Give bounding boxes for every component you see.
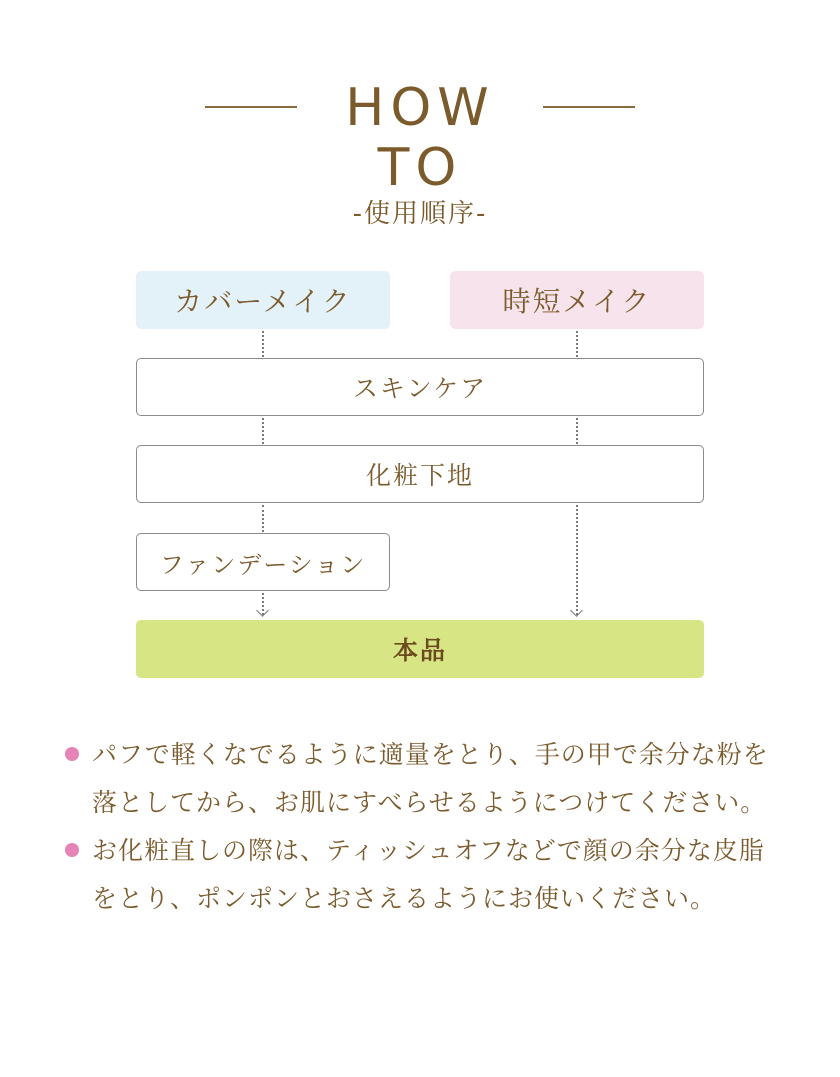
bullet-icon bbox=[65, 843, 79, 857]
product-step-label: 本品 bbox=[392, 636, 447, 665]
product-step-box bbox=[136, 620, 704, 678]
connector-right-3 bbox=[576, 505, 578, 615]
page-subtitle: -使用順序- bbox=[352, 199, 488, 229]
cover-makeup-box bbox=[136, 271, 390, 329]
skincare-step-label: スキンケア bbox=[352, 374, 488, 403]
connector-left-2 bbox=[262, 418, 264, 444]
title-rule-right bbox=[543, 106, 635, 108]
foundation-step-label: ファンデーション bbox=[159, 550, 367, 579]
connector-left-1 bbox=[262, 331, 264, 357]
usage-note-2-line1: お化粧直しの際は、ティッシュオフなどで顔の余分な皮脂 bbox=[92, 836, 765, 865]
usage-note-1 bbox=[92, 731, 802, 827]
primer-step-label: 化粧下地 bbox=[365, 461, 474, 490]
usage-note-2-line2: をとり、ポンポンとおさえるようにお使いください。 bbox=[92, 884, 717, 913]
quick-makeup-label: 時短メイク bbox=[502, 285, 652, 318]
quick-makeup-box bbox=[450, 271, 704, 329]
cover-makeup-label: カバーメイク bbox=[174, 285, 352, 318]
connector-left-3 bbox=[262, 505, 264, 532]
usage-note-2 bbox=[92, 827, 802, 923]
title-rule-left bbox=[205, 106, 297, 108]
connector-right-1 bbox=[576, 331, 578, 357]
connector-right-2 bbox=[576, 418, 578, 444]
bullet-icon bbox=[65, 747, 79, 761]
skincare-step-box bbox=[136, 358, 704, 416]
foundation-step-box bbox=[136, 533, 390, 591]
arrow-down-icon bbox=[570, 604, 583, 617]
page-title: HOW TO bbox=[345, 78, 495, 198]
usage-note-1-line2: 落としてから、お肌にすべらせるようにつけてください。 bbox=[92, 788, 767, 817]
primer-step-box bbox=[136, 445, 704, 503]
arrow-down-icon bbox=[256, 604, 269, 617]
usage-note-1-line1: パフで軽くなでるように適量をとり、手の甲で余分な粉を bbox=[92, 740, 769, 769]
